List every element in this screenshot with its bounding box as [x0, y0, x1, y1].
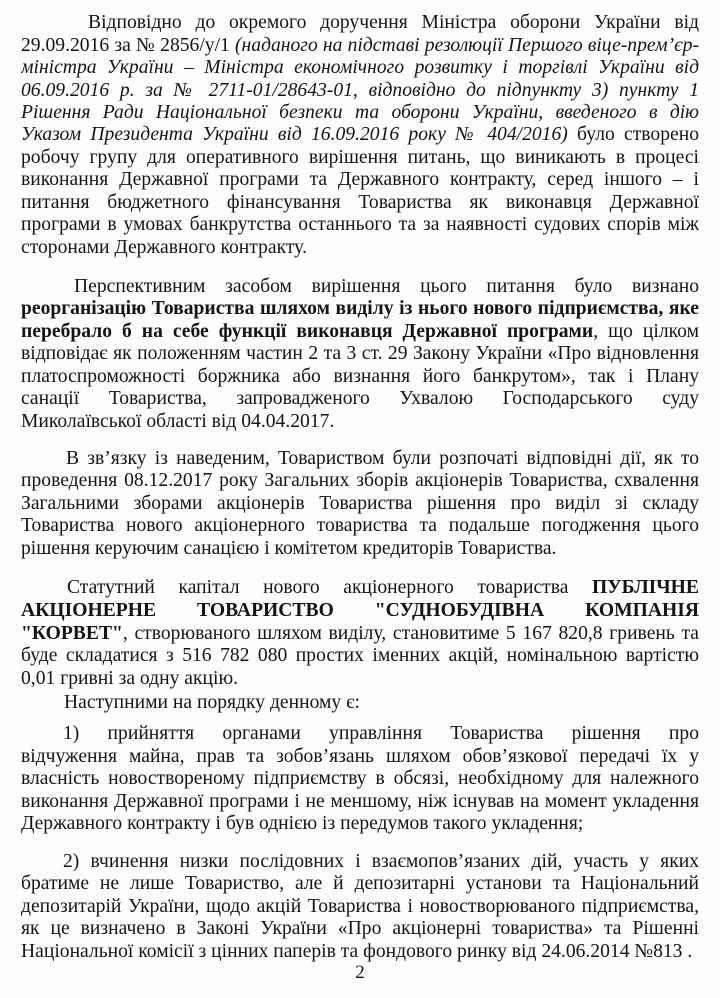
text-segment: відчуження майна, прав та зобов’язань шляхом обов’язкової передачі їх у: [21, 746, 699, 767]
text-line: [63, 723, 699, 745]
text-segment: депозитарій України, щодо акцій Товариства і новостворюваного підприємства,: [21, 896, 699, 917]
text-line: [21, 623, 699, 645]
text-line: [88, 12, 699, 34]
text-segment: АКЦІОНЕРНЕ ТОВАРИСТВО "СУДНОБУДІВНА КОМПАНІЯ: [21, 600, 699, 621]
text-line: [21, 343, 699, 365]
text-segment: В зв’язку із наведеним, Товариством були розпочаті відповідні дії, як то: [66, 448, 699, 469]
text-segment: питання бюджетного фінансування Товариства як виконавця Державної: [21, 192, 699, 213]
text-segment: 1) прийняття органами управління Товариства рішення про: [63, 723, 699, 744]
text-segment: сторонами Державного контракту.: [21, 237, 307, 258]
text-line: [21, 746, 699, 768]
text-line: [21, 321, 699, 343]
text-line: [21, 493, 699, 515]
text-line: [21, 214, 699, 236]
text-line: [21, 600, 699, 622]
text-line: [21, 813, 583, 835]
text-segment: Наступними на порядку денному є:: [64, 692, 360, 713]
text-line: [21, 192, 699, 214]
text-line: [21, 873, 699, 895]
text-segment: 2) вчинення низки послідовних і взаємопов’язаних дій, участь у яких: [63, 851, 699, 872]
text-segment: Статутний капітал нового акціонерного товариства: [67, 577, 592, 598]
text-line: [21, 237, 307, 259]
text-line: [21, 668, 238, 690]
text-segment: відповідає як положенням частин 2 та 3 ст. 29 Закону України «Про відновлення: [21, 343, 699, 364]
text-line: [21, 918, 699, 940]
text-line: [74, 276, 699, 298]
text-line: [64, 692, 360, 714]
text-segment: платоспроможності боржника або визнання його банкрутом», так і Плану: [21, 366, 699, 387]
text-line: [21, 388, 699, 410]
text-segment: робочу групу для оперативного вирішення питань, що виникають в процесі: [21, 147, 699, 168]
text-segment: Товариства нового акціонерного товариства та подальше погодження цього: [21, 515, 699, 536]
text-line: [67, 577, 699, 599]
text-line: [21, 791, 699, 813]
text-segment: Рішення Ради Національної безпеки та оборони України, введеного в дію: [21, 102, 699, 123]
text-segment: 06.09.2016 р. за № 2711-01/28643-01, відповідно до підпункту 3) пункту 1: [21, 80, 699, 101]
text-segment: проведення 08.12.2017 року Загальних зборів акціонерів Товариства, схвалення: [21, 470, 699, 491]
text-segment: як це визначено в Законі України «Про акціонерні товариства» та Рішенні: [21, 918, 699, 939]
text-segment: (наданого на підставі резолюції Першого віце-прем’єр-: [235, 35, 699, 56]
page-number: 2: [355, 962, 365, 983]
text-segment: "КОРВЕТ": [21, 623, 123, 644]
text-segment: Відповідно до окремого доручення Міністра оборони України від: [88, 12, 699, 33]
text-line: [21, 80, 699, 102]
text-line: [21, 411, 334, 433]
text-line: [21, 169, 699, 191]
text-segment: Указом Президента України від 16.09.2016 року № 404/2016): [21, 124, 568, 145]
text-line: [66, 448, 699, 470]
text-segment: перебрало б на себе функції виконавця Державної програми: [21, 321, 594, 342]
text-segment: виконання Державної програми та Державного контракту, серед іншого – і: [21, 169, 699, 190]
text-line: [21, 57, 699, 79]
text-line: [21, 298, 699, 320]
text-line: [21, 645, 699, 667]
text-line: [21, 941, 692, 963]
text-line: [21, 147, 699, 169]
text-line: [63, 851, 699, 873]
text-segment: 0,01 гривні за одну акцію.: [21, 668, 238, 689]
text-line: [21, 538, 556, 560]
text-line: [21, 896, 699, 918]
text-line: [21, 515, 699, 537]
text-segment: санації Товариства, запровадженого Ухвалою Господарського суду: [21, 388, 699, 409]
text-line: [21, 366, 699, 388]
text-line: [21, 102, 699, 124]
text-segment: ПУБЛІЧНЕ: [591, 577, 699, 598]
text-segment: буде складатися з 516 782 080 простих іменних акцій, номінальною вартістю: [21, 645, 699, 666]
text-line: [21, 768, 699, 790]
text-segment: рішення керуючим санацією і комітетом кредиторів Товариства.: [21, 538, 557, 559]
text-segment: Загальними зборами акціонерів Товариства рішення про виділ зі складу: [21, 493, 699, 514]
text-segment: 29.09.2016 за № 2856/у/1: [21, 35, 236, 56]
text-segment: Миколаївської області від 04.04.2017.: [21, 411, 335, 432]
text-line: [21, 470, 699, 492]
text-segment: Перспективним засобом вирішення цього питання було визнано: [74, 276, 699, 297]
text-line: [21, 35, 699, 57]
text-segment: братиме не лише Товариство, але й депозитарні установи та Національний: [21, 873, 699, 894]
text-line: [21, 124, 699, 146]
text-segment: міністра України – Міністра економічного розвитку і торгівлі України від: [21, 57, 699, 78]
text-segment: власність новоствореному підприємству в обсязі, необхідному для належного: [21, 768, 699, 789]
text-segment: програми в умовах банкрутства останнього та за наявності судових спорів між: [21, 214, 699, 235]
text-segment: було створено: [567, 124, 699, 145]
text-segment: реорганізацію Товариства шляхом виділу із нього нового підприємства, яке: [21, 298, 699, 319]
text-segment: , що цілком: [593, 321, 699, 342]
text-segment: виконання Державної програми і не меншому, ніж існував на момент укладення: [21, 791, 699, 812]
text-segment: , створюваного шляхом виділу, становитиме 5 167 820,8 гривень та: [122, 623, 699, 644]
text-segment: Національної комісії з цінних паперів та фондового ринку від 24.06.2014 №813 .: [21, 941, 693, 962]
text-segment: Державного контракту і був однією із передумов такого укладення;: [21, 813, 584, 834]
